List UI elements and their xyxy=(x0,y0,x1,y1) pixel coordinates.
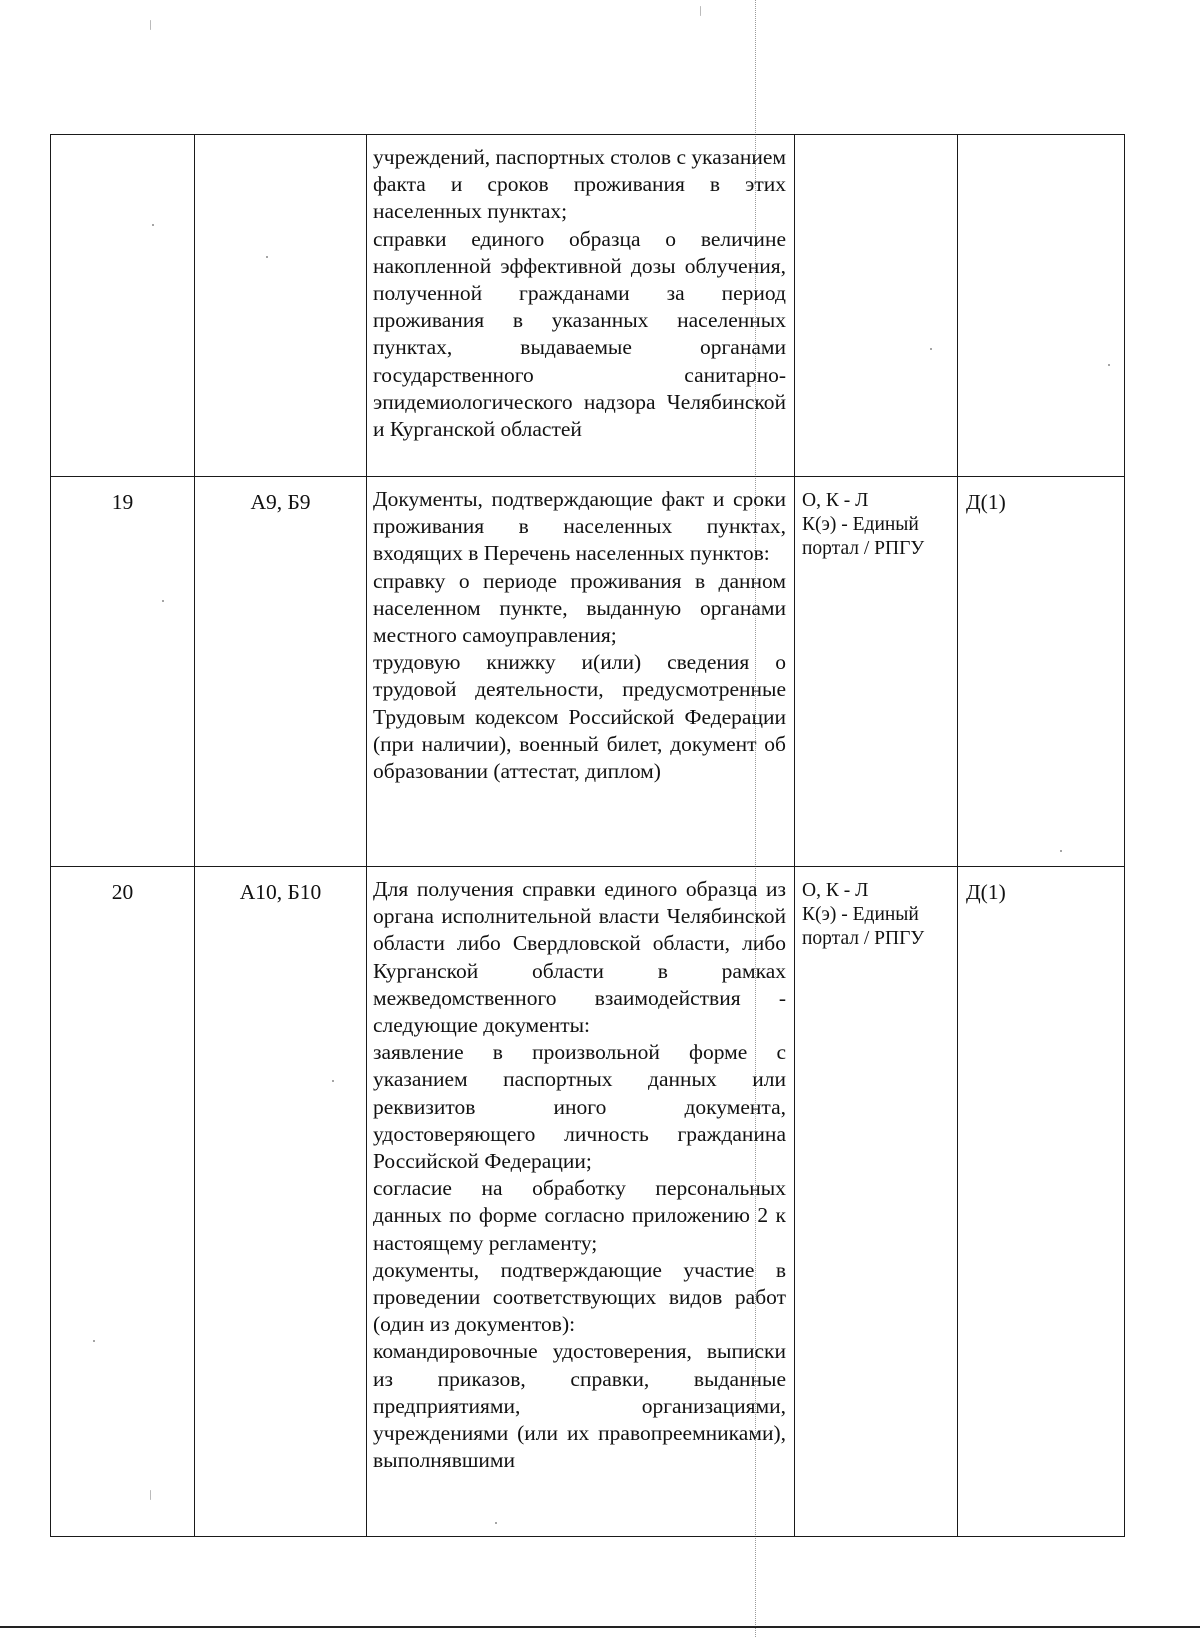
mode-line: портал / РПГУ xyxy=(802,928,925,949)
table-row xyxy=(51,477,1125,867)
row-number-cell: 19 xyxy=(51,477,195,867)
document-table xyxy=(50,134,1125,1537)
text-paragraph: трудовую книжку и(или) сведения о трудовой деятельности, предусмотренные Трудовым кодексом Российской Федерации (при наличии), военный билет, документ об образовании (аттестат, диплом) xyxy=(373,650,786,784)
mode-line: К(э) - Единый xyxy=(802,514,919,535)
row-mode-cell xyxy=(795,135,958,477)
text-paragraph: Документы, подтверждающие факт и сроки проживания в населенных пунктах, входящих в Перечень населенных пунктов: xyxy=(373,487,786,566)
mode-line: К(э) - Единый xyxy=(802,904,919,925)
text-paragraph: заявление в произвольной форме с указанием паспортных данных или реквизитов иного документа, удостоверяющего личность гражданина Российской Федерации; xyxy=(373,1040,786,1174)
text-paragraph: документы, подтверждающие участие в проведении соответствующих видов работ (один из документов): xyxy=(373,1257,786,1337)
text-paragraph: согласие на обработку персональных данных по форме согласно приложению 2 к настоящему регламенту; xyxy=(373,1176,786,1255)
mode-line: О, К - Л xyxy=(802,490,869,511)
row-number-cell: 20 xyxy=(51,867,195,1537)
row-number-cell xyxy=(51,135,195,477)
scan-mark xyxy=(700,6,701,16)
row-codes-cell: А9, Б9 xyxy=(195,477,367,867)
mode-line: О, К - Л xyxy=(802,880,869,901)
row-codes-cell xyxy=(195,135,367,477)
table-row xyxy=(51,867,1125,1537)
row-result-cell: Д(1) xyxy=(958,867,1125,1537)
row-text-cell xyxy=(367,477,795,867)
text-paragraph: командировочные удостоверения, выписки из приказов, справки, выданные предприятиями, организациями, учреждениями (или их правопреемниками), выполнявшими xyxy=(373,1339,786,1473)
text-paragraph: Для получения справки единого образца из органа исполнительной власти Челябинской области либо Свердловской области, либо Курганской области в рамках межведомственного взаимодействия - следующие документы: xyxy=(373,877,786,1038)
row-text-cell xyxy=(367,867,795,1537)
text-paragraph: справку о периоде проживания в данном населенном пункте, выданную органами местного самоуправления; xyxy=(373,568,786,648)
text-paragraph: учреждений, паспортных столов с указанием факта и сроков проживания в этих населенных пунктах; xyxy=(373,145,786,224)
row-mode-cell xyxy=(795,867,958,1537)
row-mode-cell xyxy=(795,477,958,867)
row-text-cell xyxy=(367,135,795,477)
row-result-cell xyxy=(958,135,1125,477)
row-codes-cell: А10, Б10 xyxy=(195,867,367,1537)
table-row xyxy=(51,135,1125,477)
mode-line: портал / РПГУ xyxy=(802,538,925,559)
text-paragraph: справки единого образца о величине накопленной эффективной дозы облучения, полученной гражданами за период проживания в указанных населенных пунктах, выдаваемые органами государственного санитарно-эпидемиологического надзора Челябинской и Курганской областей xyxy=(373,226,786,442)
page-bottom-edge xyxy=(0,1626,1200,1628)
row-result-cell: Д(1) xyxy=(958,477,1125,867)
scan-mark xyxy=(150,20,151,30)
